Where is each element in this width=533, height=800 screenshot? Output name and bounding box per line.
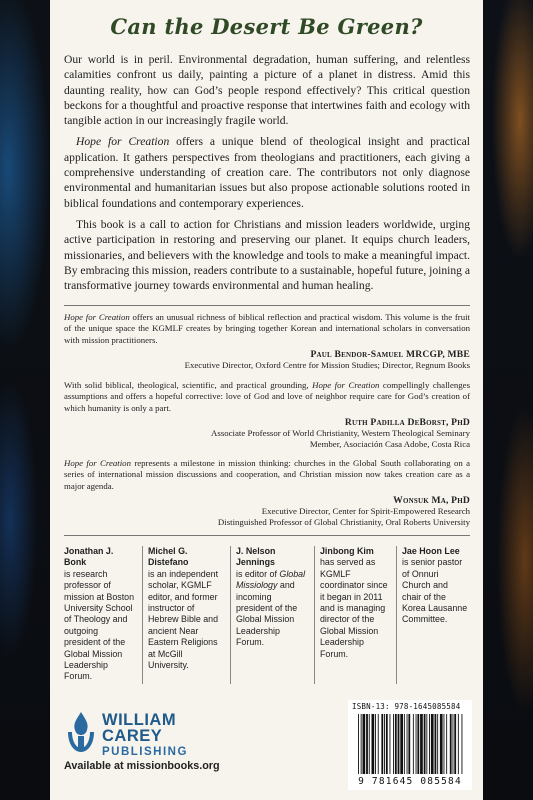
book-title-italic: Hope for Creation (76, 135, 170, 149)
author-description: is research professor of mission at Boston University School of Theology and outgoing president of the Global Mission Leadership Forum. (64, 568, 135, 682)
author-name: Jinbong Kim (320, 546, 374, 556)
endorser-role: Executive Director, Center for Spirit-Empowered Research (261, 506, 470, 517)
author-name: Michel G. Distefano (148, 546, 189, 568)
blurb-paragraph-2-text: offers a unique blend of theological insight and practical application. It gathers perspectives from theologians and practitioners, each giving a comprehensive understanding of creation care. The contributors not only diagnose environmental and humanitarian issues but also propose actionable solutions rooted in biblical foundations and contemporary experiences. (64, 135, 471, 210)
endorser-role: Member, Asociación Casa Adobe, Costa Rica (309, 439, 470, 450)
blurb (64, 52, 470, 299)
divider-bottom (64, 535, 470, 536)
endorser (64, 417, 470, 451)
isbn-text: ISBN-13: 978-1645085584 (352, 702, 461, 711)
author-description: and incoming president of the Global Mission Leadership Forum. (236, 580, 298, 648)
endorser-name: Ruth Padilla DeBorst, PhD (344, 416, 470, 428)
book-title-italic: Hope for Creation (312, 380, 380, 390)
divider-top (64, 305, 470, 306)
column-separator (230, 546, 231, 684)
endorser (64, 349, 470, 372)
book-title-italic: Hope for Creation (64, 312, 130, 322)
endorser-name: Paul Bendor-Samuel MRCGP, MBE (310, 348, 470, 360)
endorsement-quote (64, 380, 470, 414)
author-bio (402, 546, 468, 626)
blurb-paragraph-2 (64, 134, 470, 210)
endorser-role: Executive Director, Oxford Centre for Mission Studies; Director, Regnum Books (184, 360, 470, 371)
publisher-logo (64, 710, 244, 760)
author-bio (320, 546, 390, 660)
publisher-line: CAREY (102, 727, 163, 745)
endorsement-1 (64, 312, 470, 371)
author-name: Jae Hoon Lee (402, 546, 460, 556)
column-separator (314, 546, 315, 684)
publisher-line: PUBLISHING (102, 746, 188, 758)
column-separator (396, 546, 397, 684)
publisher-line: WILLIAM (102, 711, 177, 729)
column-separator (142, 546, 143, 684)
publisher-wordmark (102, 712, 188, 760)
endorser-name: Wonsuk Ma, PhD (393, 494, 470, 506)
blurb-paragraph-3: This book is a call to action for Christians and mission leaders worldwide, urging active participation in restoring and preserving our planet. It equips church leaders, missionaries, and believers with the knowledge and tools to make a meaningful impact. By embracing this mission, readers contribute to a sustainable, hopeful future, joining a transformative journey towards environmental and human healing. (64, 217, 471, 293)
quote-text: compellingly challenges assumptions and offers a hopeful corrective: love of God and love of neighbor require care for God’s creation of which humanity is only a part. (64, 380, 470, 413)
endorser (64, 495, 470, 529)
author-bio (236, 546, 308, 649)
endorsement-quote (64, 312, 470, 346)
content-panel (50, 0, 483, 800)
book-title-italic: Hope for Creation (64, 458, 131, 468)
endorser-role: Associate Professor of World Christianity, Western Theological Seminary (211, 428, 470, 439)
author-description: has served as KGMLF coordinator since it began in 2011 and is managing director of the Global Mission Leadership Forum. (320, 557, 388, 659)
author-name: Jonathan J. Bonk (64, 546, 114, 568)
cover-headline: Can the Desert Be Green? (110, 14, 423, 39)
quote-text: offers an unusual richness of biblical reflection and practical wisdom. This volume is the fruit of the unique space the KGMLF creates by bringing together Korean and international scholars in conversation with mission practitioners. (64, 312, 470, 345)
blurb-paragraph-1: Our world is in peril. Environmental degradation, human suffering, and relentless calamities confront us daily, painting a picture of a planet in distress. Amid this daunting reality, how can God’s people respond effectively? This critical question beckons for a thoughtful and proactive response that intertwines faith and ecology with tangible action in our increasingly fragile world. (64, 53, 470, 128)
journal-title-italic: Global Missiology (236, 568, 306, 591)
endorsement-quote (64, 458, 470, 492)
endorser-role: Distinguished Professor of Global Christianity, Oral Roberts University (217, 517, 470, 528)
endorsement-2 (64, 380, 470, 451)
barcode-digits: 9 781645 085584 (358, 776, 462, 787)
author-description: is an independent scholar, KGMLF editor, and former instructor of Hebrew Bible and ancient Near Eastern Religions at McGill University. (148, 568, 219, 671)
availability-note: Available at missionbooks.org (64, 760, 220, 772)
quote-text: represents a milestone in mission thinking: churches in the Global South collaborating on a series of international mission discussions and cooperation, and Christian mission now takes creation care as a major agenda. (64, 458, 471, 491)
barcode-area (348, 700, 472, 790)
quote-text: With solid biblical, theological, scientific, and practical grounding, (64, 380, 313, 390)
author-bios (64, 546, 470, 691)
author-description: is senior pastor of Onnuri Church and chair of the Korea Lausanne Committee. (402, 557, 468, 625)
author-bio (148, 546, 224, 671)
author-description: is editor of (236, 568, 280, 579)
endorsement-3 (64, 458, 470, 529)
author-bio (64, 546, 136, 683)
candle-flame-icon (64, 710, 98, 754)
author-name: J. Nelson Jennings (236, 546, 276, 568)
